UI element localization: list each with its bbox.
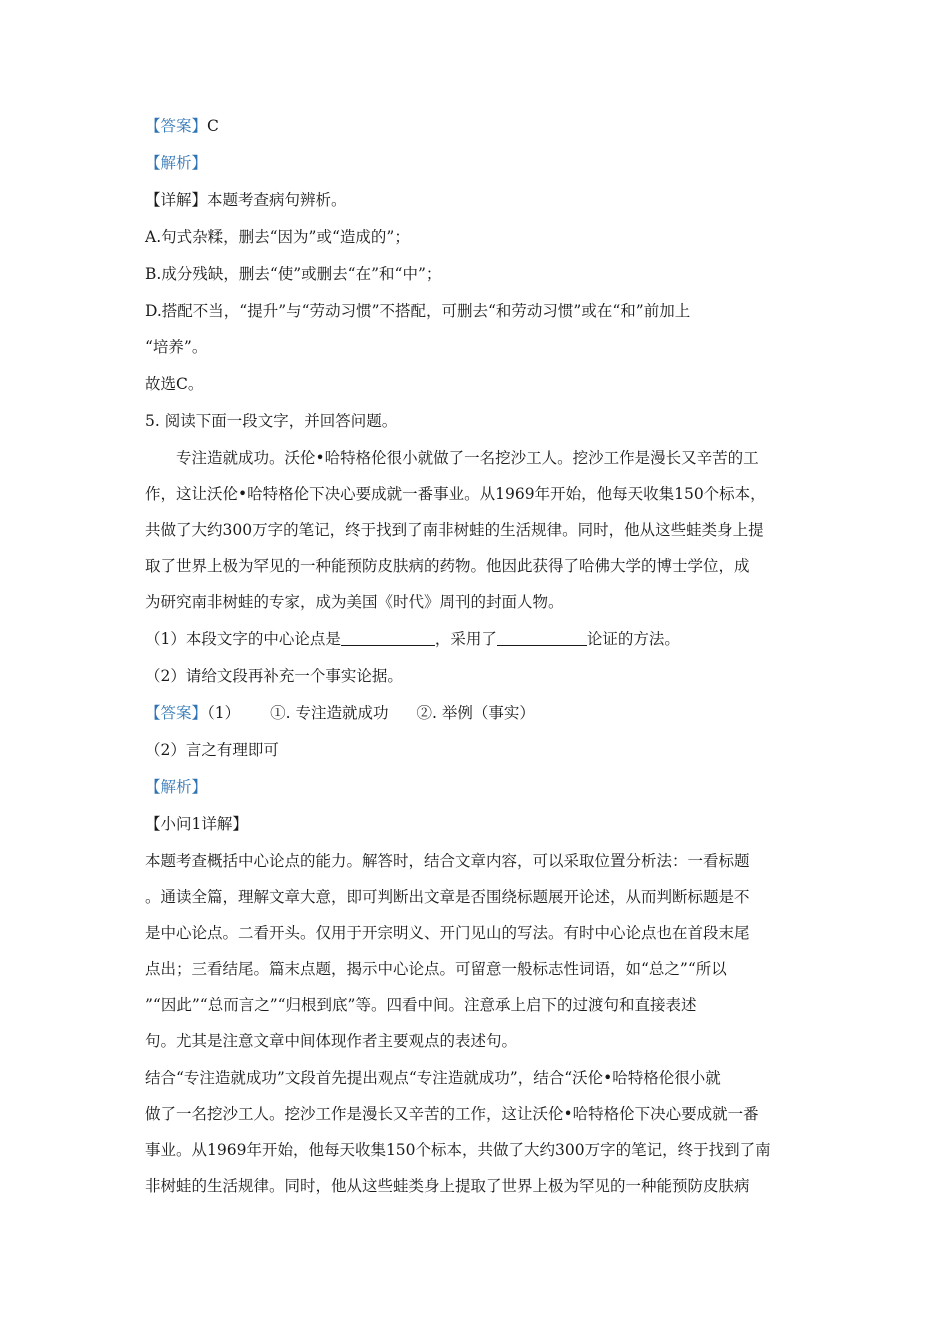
answer-blank-1 (341, 631, 435, 646)
option-d: D.搭配不当，“提升”与“劳动习惯”不搭配，可删去“和劳动习惯”或在“和”前加上 (145, 302, 691, 320)
detail-line (145, 190, 815, 210)
choice-line: 故选C。 (145, 375, 204, 393)
combine-line: 结合“专注造就成功”文段首先提出观点“专注造就成功”，结合“沃伦•哈特格伦很小就 (145, 1069, 721, 1087)
combine-line: 做了一名挖沙工人。挖沙工作是漫长又辛苦的工作，这让沃伦•哈特格伦下决心要成就一番 (145, 1105, 759, 1123)
analysis-label: 【解析】 (145, 154, 208, 172)
analysis-2-label: 【解析】 (145, 778, 208, 796)
question-5-title: 5. 阅读下面一段文字，并回答问题。 (145, 412, 398, 430)
explain-line: 是中心论点。二看开头。仅用于开宗明义、开门见山的写法。有时中心论点也在首段末尾 (145, 924, 750, 942)
answer-2-part2: （2）言之有理即可 (145, 741, 279, 759)
combine-line: 事业。从1969年开始，他每天收集150个标本，共做了大约300万字的笔记，终于找到了南 (145, 1141, 771, 1159)
sub1-prefix: （1）本段文字的中心论点是 (145, 630, 341, 648)
explain-line: 。通读全篇，理解文章大意，即可判断出文章是否围绕标题展开论述，从而判断标题是不 (145, 888, 750, 906)
answer-2-line (145, 703, 815, 723)
answer-2-item2: ②. 举例（事实） (416, 704, 535, 722)
detail-label: 【详解】 (145, 191, 208, 209)
passage-line: 共做了大约300万字的笔记，终于找到了南非树蛙的生活规律。同时，他从这些蛙类身上提 (145, 521, 764, 539)
passage-line: 作，这让沃伦•哈特格伦下决心要成就一番事业。从1969年开始，他每天收集150个标本， (145, 485, 766, 503)
option-d-continued: “培养”。 (145, 338, 208, 356)
passage-line: 为研究南非树蛙的专家，成为美国《时代》周刊的封面人物。 (145, 593, 564, 611)
combine-line: 非树蛙的生活规律。同时，他从这些蛙类身上提取了世界上极为罕见的一种能预防皮肤病 (145, 1177, 750, 1195)
answer-2-label: 【答案】 (145, 704, 208, 722)
answer-2-item1: ①. 专注造就成功 (270, 704, 389, 722)
option-b: B.成分残缺，删去“使”或删去“在”和“中”； (145, 265, 442, 283)
answer-value: C (207, 117, 219, 135)
answer-line (145, 116, 815, 136)
detail-text: 本题考查病句辨析。 (207, 191, 347, 209)
passage-line: 取了世界上极为罕见的一种能预防皮肤病的药物。他因此获得了哈佛大学的博士学位，成 (145, 557, 750, 575)
answer-label: 【答案】 (145, 117, 208, 135)
passage-line: 专注造就成功。沃伦•哈特格伦很小就做了一名挖沙工人。挖沙工作是漫长又辛苦的工 (176, 449, 759, 467)
small-question-1-label: 【小问1详解】 (145, 815, 248, 833)
explain-line: 点出；三看结尾。篇末点题，揭示中心论点。可留意一般标志性词语，如“总之”“所以 (145, 960, 727, 978)
explain-line: 句。尤其是注意文章中间体现作者主要观点的表述句。 (145, 1032, 518, 1050)
sub-question-1 (145, 629, 815, 649)
answer-2-part1: （1） (207, 704, 241, 722)
sub1-suffix: 论证的方法。 (586, 630, 680, 648)
sub1-mid: ，采用了 (434, 630, 497, 648)
answer-blank-2 (497, 631, 587, 646)
document-page (145, 116, 815, 1196)
explain-line: ”“因此”“总而言之”“归根到底”等。四看中间。注意承上启下的过渡句和直接表述 (145, 996, 697, 1014)
option-a: A.句式杂糅，删去“因为”或“造成的”； (145, 228, 410, 246)
explain-line: 本题考查概括中心论点的能力。解答时，结合文章内容，可以采取位置分析法：一看标题 (145, 852, 750, 870)
sub-question-2: （2）请给文段再补充一个事实论据。 (145, 667, 403, 685)
